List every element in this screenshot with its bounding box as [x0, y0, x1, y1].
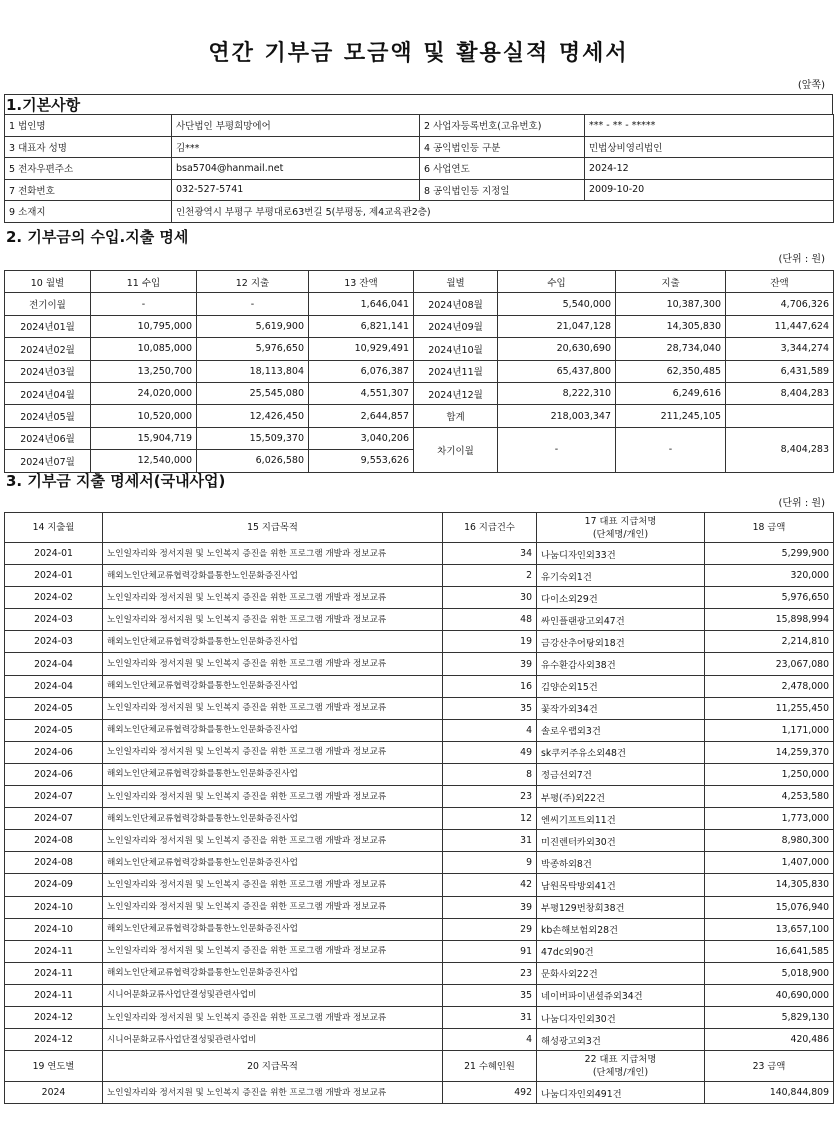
column-header: 15 지급목적 [103, 513, 443, 543]
expense-count: 16 [443, 675, 537, 697]
expense-row [5, 609, 834, 631]
expense-cell: 10,387,300 [616, 293, 726, 315]
field-label: 7 전화번호 [5, 179, 172, 201]
expense-month: 2024-12 [5, 1029, 103, 1051]
basic-info-row [5, 136, 834, 158]
expense-amount: 15,076,940 [705, 896, 834, 918]
expense-count: 4 [443, 719, 537, 741]
month-cell: 2024년05월 [5, 405, 91, 427]
field-label: 8 공익법인등 지정일 [420, 179, 585, 201]
column-header: 잔액 [726, 271, 834, 293]
income-cell: 12,540,000 [91, 450, 197, 472]
month-cell: 2024년10월 [414, 338, 498, 360]
carry-forward-label: 차기이월 [414, 427, 498, 472]
summary-unit-note: (단위 : 원) [778, 254, 825, 265]
expense-count: 29 [443, 918, 537, 940]
expense-count: 34 [443, 543, 537, 565]
expense-unit-note: (단위 : 원) [778, 498, 825, 509]
expense-payee: sk쿠커주유소외48건 [537, 741, 705, 763]
income-cell: 10,795,000 [91, 315, 197, 337]
expense-purpose: 노인일자리와 정서지원 및 노인복지 증진을 위한 프로그램 개발과 정보교류 [103, 940, 443, 962]
column-header: 19 연도별 [5, 1051, 103, 1082]
summary-row [5, 405, 834, 427]
carry-forward-balance: 8,404,283 [726, 427, 834, 472]
expense-payee: 엔씨기프트외11건 [537, 808, 705, 830]
expense-count: 9 [443, 852, 537, 874]
month-cell: 2024년09월 [414, 315, 498, 337]
expense-row [5, 896, 834, 918]
expense-month: 2024-06 [5, 741, 103, 763]
summary-row [5, 360, 834, 382]
expense-purpose: 해외노인단체교류협력강화를통한노인문화증진사업 [103, 763, 443, 785]
expense-row [5, 763, 834, 785]
expense-month: 2024-07 [5, 786, 103, 808]
carry-forward-income: - [498, 427, 616, 472]
expense-payee: 해성광고외3건 [537, 1029, 705, 1051]
month-cell: 2024년11월 [414, 360, 498, 382]
expense-count: 42 [443, 874, 537, 896]
income-expense-table [4, 270, 834, 473]
balance-cell: 8,404,283 [726, 382, 834, 404]
income-cell: - [91, 293, 197, 315]
expense-cell: 15,509,370 [197, 427, 309, 449]
income-cell: 24,020,000 [91, 382, 197, 404]
expense-amount: 4,253,580 [705, 786, 834, 808]
field-label: 4 공익법인등 구분 [420, 136, 585, 158]
expense-purpose: 노인일자리와 정서지원 및 노인복지 증진을 위한 프로그램 개발과 정보교류 [103, 609, 443, 631]
expense-purpose: 해외노인단체교류협력강화를통한노인문화증진사업 [103, 565, 443, 587]
expense-amount: 16,641,585 [705, 940, 834, 962]
total-amount: 140,844,809 [705, 1082, 834, 1104]
expense-payee: 유기숙외1건 [537, 565, 705, 587]
balance-cell: 6,076,387 [309, 360, 414, 382]
expense-payee: 나눔디자인외30건 [537, 1006, 705, 1028]
expense-count: 8 [443, 763, 537, 785]
address-value: 인천광역시 부평구 부평대로63번길 5(부평동, 제4교육관2층) [172, 201, 834, 223]
expense-count: 35 [443, 984, 537, 1006]
balance-cell: 6,821,141 [309, 315, 414, 337]
total-beneficiaries: 492 [443, 1082, 537, 1104]
field-value: 민법상비영리법인 [585, 136, 834, 158]
expense-row [5, 653, 834, 675]
column-header: 월별 [414, 271, 498, 293]
expense-row [5, 697, 834, 719]
field-value: 2024-12 [585, 158, 834, 180]
field-label: 2 사업자등록번호(고유번호) [420, 115, 585, 137]
expense-table [4, 512, 834, 1104]
expense-payee: 박종하외8건 [537, 852, 705, 874]
expense-count: 4 [443, 1029, 537, 1051]
expense-purpose: 노인일자리와 정서지원 및 노인복지 증진을 위한 프로그램 개발과 정보교류 [103, 830, 443, 852]
expense-cell: 18,113,804 [197, 360, 309, 382]
expense-amount: 1,250,000 [705, 763, 834, 785]
column-header: 14 지출월 [5, 513, 103, 543]
expense-amount: 1,171,000 [705, 719, 834, 741]
expense-purpose: 시니어문화교류사업단결성및관련사업비 [103, 984, 443, 1006]
expense-amount: 15,898,994 [705, 609, 834, 631]
expense-row [5, 808, 834, 830]
expense-row [5, 719, 834, 741]
month-cell: 2024년07월 [5, 450, 91, 472]
expense-amount: 5,829,130 [705, 1006, 834, 1028]
month-cell: 2024년08월 [414, 293, 498, 315]
expense-month: 2024-01 [5, 565, 103, 587]
expense-amount: 1,407,000 [705, 852, 834, 874]
summary-row [5, 338, 834, 360]
income-cell: 10,085,000 [91, 338, 197, 360]
income-cell: 21,047,128 [498, 315, 616, 337]
expense-payee: 정금선외7건 [537, 763, 705, 785]
column-header: 17 대표 지급처명 (단체명/개인) [537, 513, 705, 543]
expense-payee: 금강산추어탕외18건 [537, 631, 705, 653]
balance-cell [726, 405, 834, 427]
basic-info-row [5, 115, 834, 137]
expense-amount: 1,773,000 [705, 808, 834, 830]
document-title: 연간 기부금 모금액 및 활용실적 명세서 [208, 41, 629, 66]
expense-purpose: 해외노인단체교류협력강화를통한노인문화증진사업 [103, 852, 443, 874]
field-label: 1 법인명 [5, 115, 172, 137]
expense-row [5, 962, 834, 984]
expense-month: 2024-11 [5, 962, 103, 984]
expense-row [5, 852, 834, 874]
expense-purpose: 노인일자리와 정서지원 및 노인복지 증진을 위한 프로그램 개발과 정보교류 [103, 543, 443, 565]
expense-row [5, 874, 834, 896]
balance-cell: 1,646,041 [309, 293, 414, 315]
expense-count: 19 [443, 631, 537, 653]
expense-amount: 14,305,830 [705, 874, 834, 896]
field-value: 032-527-5741 [172, 179, 420, 201]
column-header: 11 수입 [91, 271, 197, 293]
column-header: 22 대표 지급처명 (단체명/개인) [537, 1051, 705, 1082]
expense-amount: 5,976,650 [705, 587, 834, 609]
field-value: *** - ** - ***** [585, 115, 834, 137]
expense-purpose: 노인일자리와 정서지원 및 노인복지 증진을 위한 프로그램 개발과 정보교류 [103, 896, 443, 918]
column-header: 10 월별 [5, 271, 91, 293]
expense-count: 48 [443, 609, 537, 631]
expense-count: 39 [443, 653, 537, 675]
column-header: 23 금액 [705, 1051, 834, 1082]
expense-month: 2024-10 [5, 918, 103, 940]
expense-amount: 420,486 [705, 1029, 834, 1051]
expense-purpose: 노인일자리와 정서지원 및 노인복지 증진을 위한 프로그램 개발과 정보교류 [103, 786, 443, 808]
expense-cell: 14,305,830 [616, 315, 726, 337]
expense-amount: 2,214,810 [705, 631, 834, 653]
expense-count: 91 [443, 940, 537, 962]
total-row [5, 1082, 834, 1104]
expense-purpose: 노인일자리와 정서지원 및 노인복지 증진을 위한 프로그램 개발과 정보교류 [103, 741, 443, 763]
expense-header-row [5, 513, 834, 543]
balance-cell: 6,431,589 [726, 360, 834, 382]
month-cell: 2024년02월 [5, 338, 91, 360]
expense-purpose: 시니어문화교류사업단결성및관련사업비 [103, 1029, 443, 1051]
expense-amount: 40,690,000 [705, 984, 834, 1006]
expense-month: 2024-12 [5, 1006, 103, 1028]
address-label: 9 소재지 [5, 201, 172, 223]
expense-payee: 부평129번창회38건 [537, 896, 705, 918]
income-cell: 13,250,700 [91, 360, 197, 382]
expense-row [5, 741, 834, 763]
expense-count: 23 [443, 962, 537, 984]
balance-cell: 9,553,626 [309, 450, 414, 472]
field-value: bsa5704@hanmail.net [172, 158, 420, 180]
summary-row [5, 382, 834, 404]
expense-payee: 남원목탁방외41건 [537, 874, 705, 896]
expense-row [5, 830, 834, 852]
summary-row [5, 293, 834, 315]
basic-info-row [5, 158, 834, 180]
expense-month: 2024-09 [5, 874, 103, 896]
expense-row [5, 984, 834, 1006]
expense-count: 49 [443, 741, 537, 763]
expense-purpose: 노인일자리와 정서지원 및 노인복지 증진을 위한 프로그램 개발과 정보교류 [103, 697, 443, 719]
expense-payee: 김양순외15건 [537, 675, 705, 697]
expense-cell: 5,976,650 [197, 338, 309, 360]
expense-payee: kb손해보험외28건 [537, 918, 705, 940]
expense-month: 2024-02 [5, 587, 103, 609]
expense-cell: - [197, 293, 309, 315]
balance-cell: 3,344,274 [726, 338, 834, 360]
expense-count: 12 [443, 808, 537, 830]
expense-row [5, 918, 834, 940]
expense-cell: 211,245,105 [616, 405, 726, 427]
summary-row [5, 315, 834, 337]
expense-purpose: 해외노인단체교류협력강화를통한노인문화증진사업 [103, 631, 443, 653]
page-side-note: (앞쪽) [797, 80, 825, 91]
expense-purpose: 노인일자리와 정서지원 및 노인복지 증진을 위한 프로그램 개발과 정보교류 [103, 1006, 443, 1028]
expense-month: 2024-06 [5, 763, 103, 785]
month-cell: 2024년06월 [5, 427, 91, 449]
expense-purpose: 해외노인단체교류협력강화를통한노인문화증진사업 [103, 719, 443, 741]
field-label: 3 대표자 성명 [5, 136, 172, 158]
expense-row [5, 1029, 834, 1051]
expense-month: 2024-05 [5, 719, 103, 741]
expense-payee: 싸인플랜광고외47건 [537, 609, 705, 631]
expense-payee: 다이소외29건 [537, 587, 705, 609]
total-year: 2024 [5, 1082, 103, 1104]
expense-purpose: 노인일자리와 정서지원 및 노인복지 증진을 위한 프로그램 개발과 정보교류 [103, 874, 443, 896]
expense-amount: 11,255,450 [705, 697, 834, 719]
total-purpose: 노인일자리와 정서지원 및 노인복지 증진을 위한 프로그램 개발과 정보교류 [103, 1082, 443, 1104]
income-cell: 20,630,690 [498, 338, 616, 360]
total-header-row [5, 1051, 834, 1082]
expense-amount: 5,299,900 [705, 543, 834, 565]
field-label: 5 전자우편주소 [5, 158, 172, 180]
expense-row [5, 631, 834, 653]
expense-payee: 47dc외90건 [537, 940, 705, 962]
expense-payee: 부평(주)외22건 [537, 786, 705, 808]
expense-cell: 28,734,040 [616, 338, 726, 360]
column-header: 13 잔액 [309, 271, 414, 293]
section-1-header-bar [4, 94, 833, 114]
balance-cell: 10,929,491 [309, 338, 414, 360]
basic-info-table [4, 114, 834, 223]
month-cell: 2024년12월 [414, 382, 498, 404]
section-1-title: 1.기본사항 [6, 96, 81, 114]
expense-row [5, 786, 834, 808]
balance-cell: 4,551,307 [309, 382, 414, 404]
basic-info-row [5, 179, 834, 201]
expense-row [5, 1006, 834, 1028]
expense-payee: 문화사외22건 [537, 962, 705, 984]
column-header: 수입 [498, 271, 616, 293]
expense-count: 31 [443, 1006, 537, 1028]
month-cell: 2024년01월 [5, 315, 91, 337]
expense-amount: 5,018,900 [705, 962, 834, 984]
column-header: 지출 [616, 271, 726, 293]
expense-count: 35 [443, 697, 537, 719]
column-header: 21 수혜인원 [443, 1051, 537, 1082]
expense-purpose: 노인일자리와 정서지원 및 노인복지 증진을 위한 프로그램 개발과 정보교류 [103, 587, 443, 609]
expense-payee: 유수환감사외38건 [537, 653, 705, 675]
income-cell: 15,904,719 [91, 427, 197, 449]
expense-payee: 나눔디자인외33건 [537, 543, 705, 565]
income-cell: 10,520,000 [91, 405, 197, 427]
field-value: 사단법인 부평희망에어 [172, 115, 420, 137]
expense-month: 2024-11 [5, 940, 103, 962]
field-label: 6 사업연도 [420, 158, 585, 180]
carry-forward-expense: - [616, 427, 726, 472]
expense-payee: 네이버파이낸셜쥬외34건 [537, 984, 705, 1006]
field-value: 2009-10-20 [585, 179, 834, 201]
expense-cell: 62,350,485 [616, 360, 726, 382]
expense-row [5, 675, 834, 697]
expense-amount: 8,980,300 [705, 830, 834, 852]
expense-cell: 6,249,616 [616, 382, 726, 404]
balance-cell: 11,447,624 [726, 315, 834, 337]
expense-count: 23 [443, 786, 537, 808]
income-cell: 8,222,310 [498, 382, 616, 404]
expense-row [5, 587, 834, 609]
expense-amount: 23,067,080 [705, 653, 834, 675]
expense-cell: 5,619,900 [197, 315, 309, 337]
expense-count: 30 [443, 587, 537, 609]
month-cell: 2024년03월 [5, 360, 91, 382]
expense-month: 2024-01 [5, 543, 103, 565]
section-3-title: 3. 기부금 지출 명세서(국내사업) [6, 472, 226, 490]
expense-amount: 2,478,000 [705, 675, 834, 697]
column-header: 16 지급건수 [443, 513, 537, 543]
expense-payee: 미진렌터카외30건 [537, 830, 705, 852]
expense-purpose: 해외노인단체교류협력강화를통한노인문화증진사업 [103, 675, 443, 697]
expense-row [5, 543, 834, 565]
column-header: 20 지급목적 [103, 1051, 443, 1082]
expense-count: 31 [443, 830, 537, 852]
expense-purpose: 해외노인단체교류협력강화를통한노인문화증진사업 [103, 918, 443, 940]
month-cell: 2024년04월 [5, 382, 91, 404]
month-cell: 합계 [414, 405, 498, 427]
expense-count: 39 [443, 896, 537, 918]
expense-purpose: 해외노인단체교류협력강화를통한노인문화증진사업 [103, 808, 443, 830]
expense-count: 2 [443, 565, 537, 587]
summary-row [5, 427, 834, 449]
expense-cell: 6,026,580 [197, 450, 309, 472]
income-cell: 5,540,000 [498, 293, 616, 315]
balance-cell: 2,644,857 [309, 405, 414, 427]
expense-month: 2024-05 [5, 697, 103, 719]
expense-amount: 13,657,100 [705, 918, 834, 940]
summary-header-row [5, 271, 834, 293]
column-header: 18 금액 [705, 513, 834, 543]
expense-month: 2024-11 [5, 984, 103, 1006]
expense-month: 2024-04 [5, 653, 103, 675]
expense-month: 2024-10 [5, 896, 103, 918]
expense-month: 2024-07 [5, 808, 103, 830]
address-row [5, 201, 834, 223]
expense-month: 2024-03 [5, 631, 103, 653]
expense-cell: 12,426,450 [197, 405, 309, 427]
field-value: 김*** [172, 136, 420, 158]
column-header: 12 지출 [197, 271, 309, 293]
expense-row [5, 940, 834, 962]
expense-month: 2024-03 [5, 609, 103, 631]
income-cell: 218,003,347 [498, 405, 616, 427]
expense-month: 2024-08 [5, 830, 103, 852]
expense-payee: 꽃작가외34건 [537, 697, 705, 719]
expense-row [5, 565, 834, 587]
income-cell: 65,437,800 [498, 360, 616, 382]
expense-amount: 14,259,370 [705, 741, 834, 763]
balance-cell: 4,706,326 [726, 293, 834, 315]
expense-month: 2024-08 [5, 852, 103, 874]
balance-cell: 3,040,206 [309, 427, 414, 449]
section-2-title: 2. 기부금의 수입.지출 명세 [6, 228, 189, 246]
total-payee: 나눔디자인외491건 [537, 1082, 705, 1104]
expense-month: 2024-04 [5, 675, 103, 697]
expense-amount: 320,000 [705, 565, 834, 587]
expense-payee: 솔로우랩외3건 [537, 719, 705, 741]
expense-purpose: 해외노인단체교류협력강화를통한노인문화증진사업 [103, 962, 443, 984]
expense-cell: 25,545,080 [197, 382, 309, 404]
month-cell: 전기이월 [5, 293, 91, 315]
expense-purpose: 노인일자리와 정서지원 및 노인복지 증진을 위한 프로그램 개발과 정보교류 [103, 653, 443, 675]
